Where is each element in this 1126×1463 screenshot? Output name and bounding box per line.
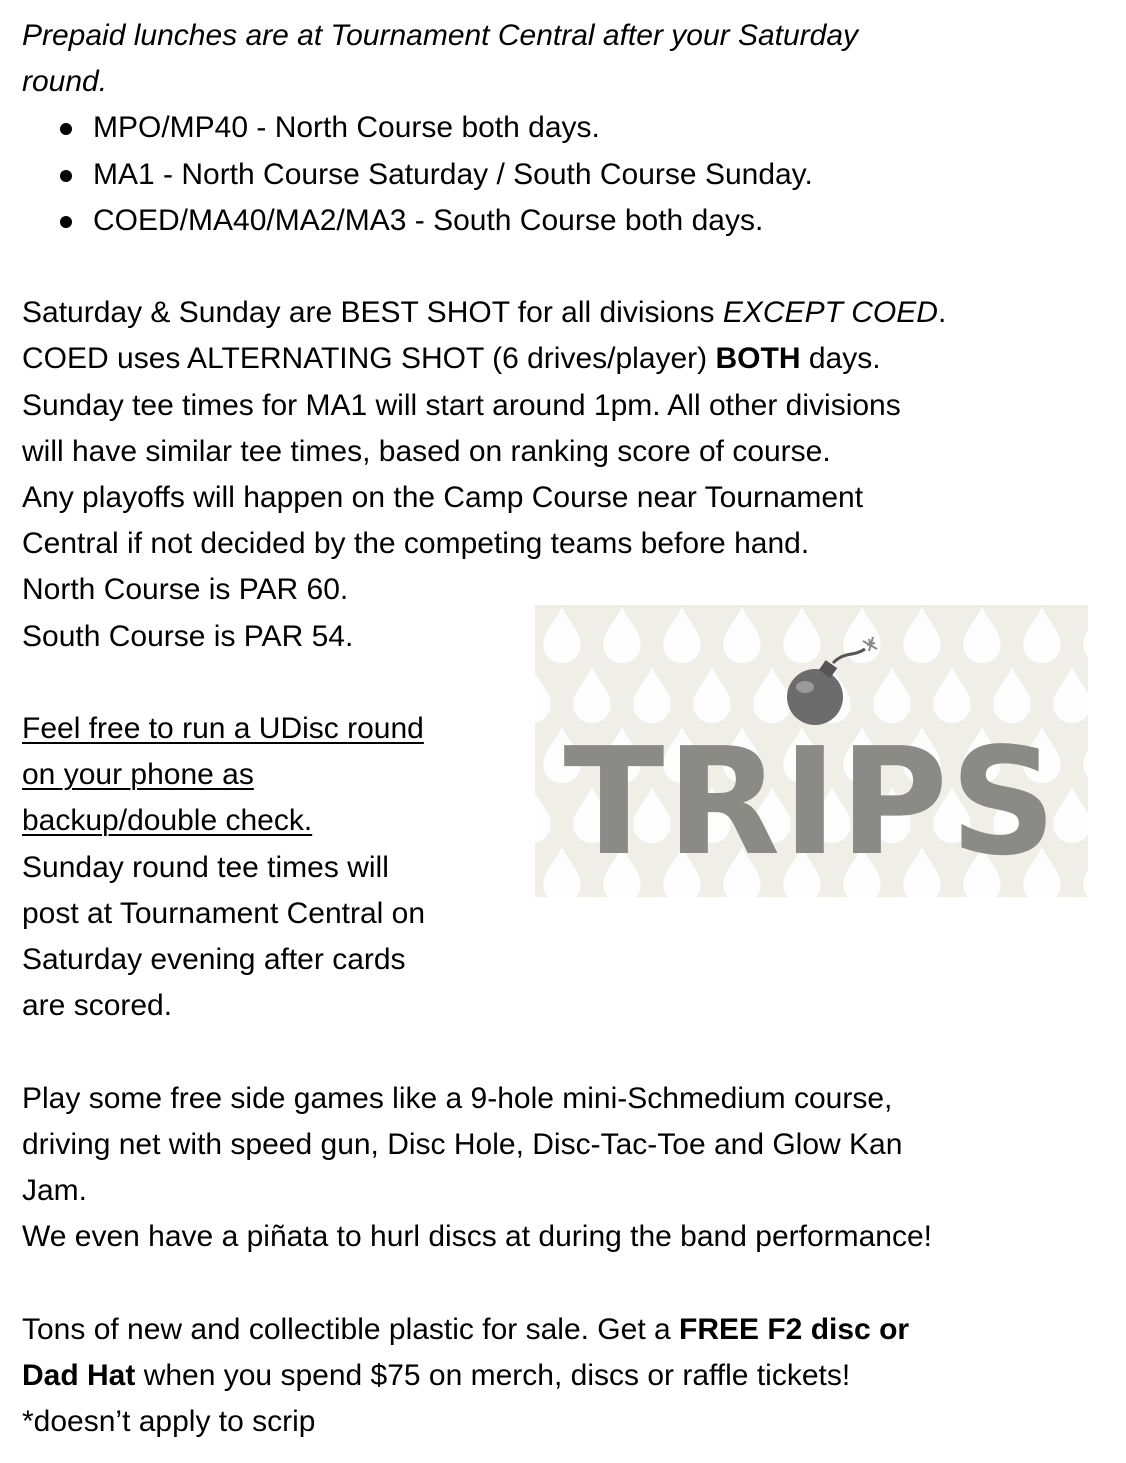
south-par-line: South Course is PAR 54. — [22, 619, 354, 653]
side-games-line-2: driving net with speed gun, Disc Hole, Disc-Tac-Toe and Glow Kan — [22, 1127, 903, 1161]
list-item: MPO/MP40 - North Course both days. — [22, 105, 1112, 151]
sunday-post-line-2: post at Tournament Central on — [22, 896, 426, 930]
sunday-post-line-3: Saturday evening after cards — [22, 943, 406, 977]
list-item: MA1 - North Course Saturday / South Course Sunday. — [22, 152, 1112, 198]
side-games-line-1: Play some free side games like a 9-hole mini-Schmedium course, — [22, 1081, 893, 1115]
list-item: COED/MA40/MA2/MA3 - South Course both days. — [22, 198, 1112, 244]
merch-footnote: *doesn’t apply to scrip — [22, 1405, 316, 1439]
tee-times-line-1: Sunday tee times for MA1 will start around 1pm. All other divisions — [22, 388, 901, 422]
playoffs-line-1: Any playoffs will happen on the Camp Course near Tournament — [22, 481, 864, 515]
trips-logo-graphic — [535, 605, 1088, 897]
trips-logo — [535, 605, 1088, 897]
udisc-line-2: on your phone as — [22, 758, 254, 792]
lunch-line-1: Prepaid lunches are at Tournament Central after your Saturday — [22, 19, 859, 52]
division-course-list — [22, 105, 1112, 244]
format-line-2: COED uses ALTERNATING SHOT (6 drives/player) BOTH days. — [22, 342, 881, 376]
tee-times-line-2: will have similar tee times, based on ranking score of course. — [22, 434, 831, 468]
north-par-line: North Course is PAR 60. — [22, 573, 349, 607]
udisc-line-3: backup/double check. — [22, 804, 313, 838]
playoffs-line-2: Central if not decided by the competing teams before hand. — [22, 527, 810, 561]
lunch-line-2: round. — [22, 65, 108, 99]
udisc-line-1: Feel free to run a UDisc round — [22, 712, 424, 746]
udisc-section — [22, 614, 1112, 1030]
pinata-line: We even have a piñata to hurl discs at during the band performance! — [22, 1220, 933, 1254]
side-games-line-3: Jam. — [22, 1174, 88, 1208]
format-line-1: Saturday & Sunday are BEST SHOT for all divisions EXCEPT COED. — [22, 296, 947, 330]
merch-line-2: Dad Hat when you spend $75 on merch, discs or raffle tickets! — [22, 1358, 851, 1392]
logo-wordmark: TRIPS — [563, 715, 1059, 888]
sunday-post-line-4: are scored. — [22, 989, 173, 1023]
merch-line-1: Tons of new and collectible plastic for sale. Get a FREE F2 disc or — [22, 1312, 910, 1346]
flyer-page — [22, 13, 1112, 1445]
sunday-post-line-1: Sunday round tee times will — [22, 850, 389, 884]
